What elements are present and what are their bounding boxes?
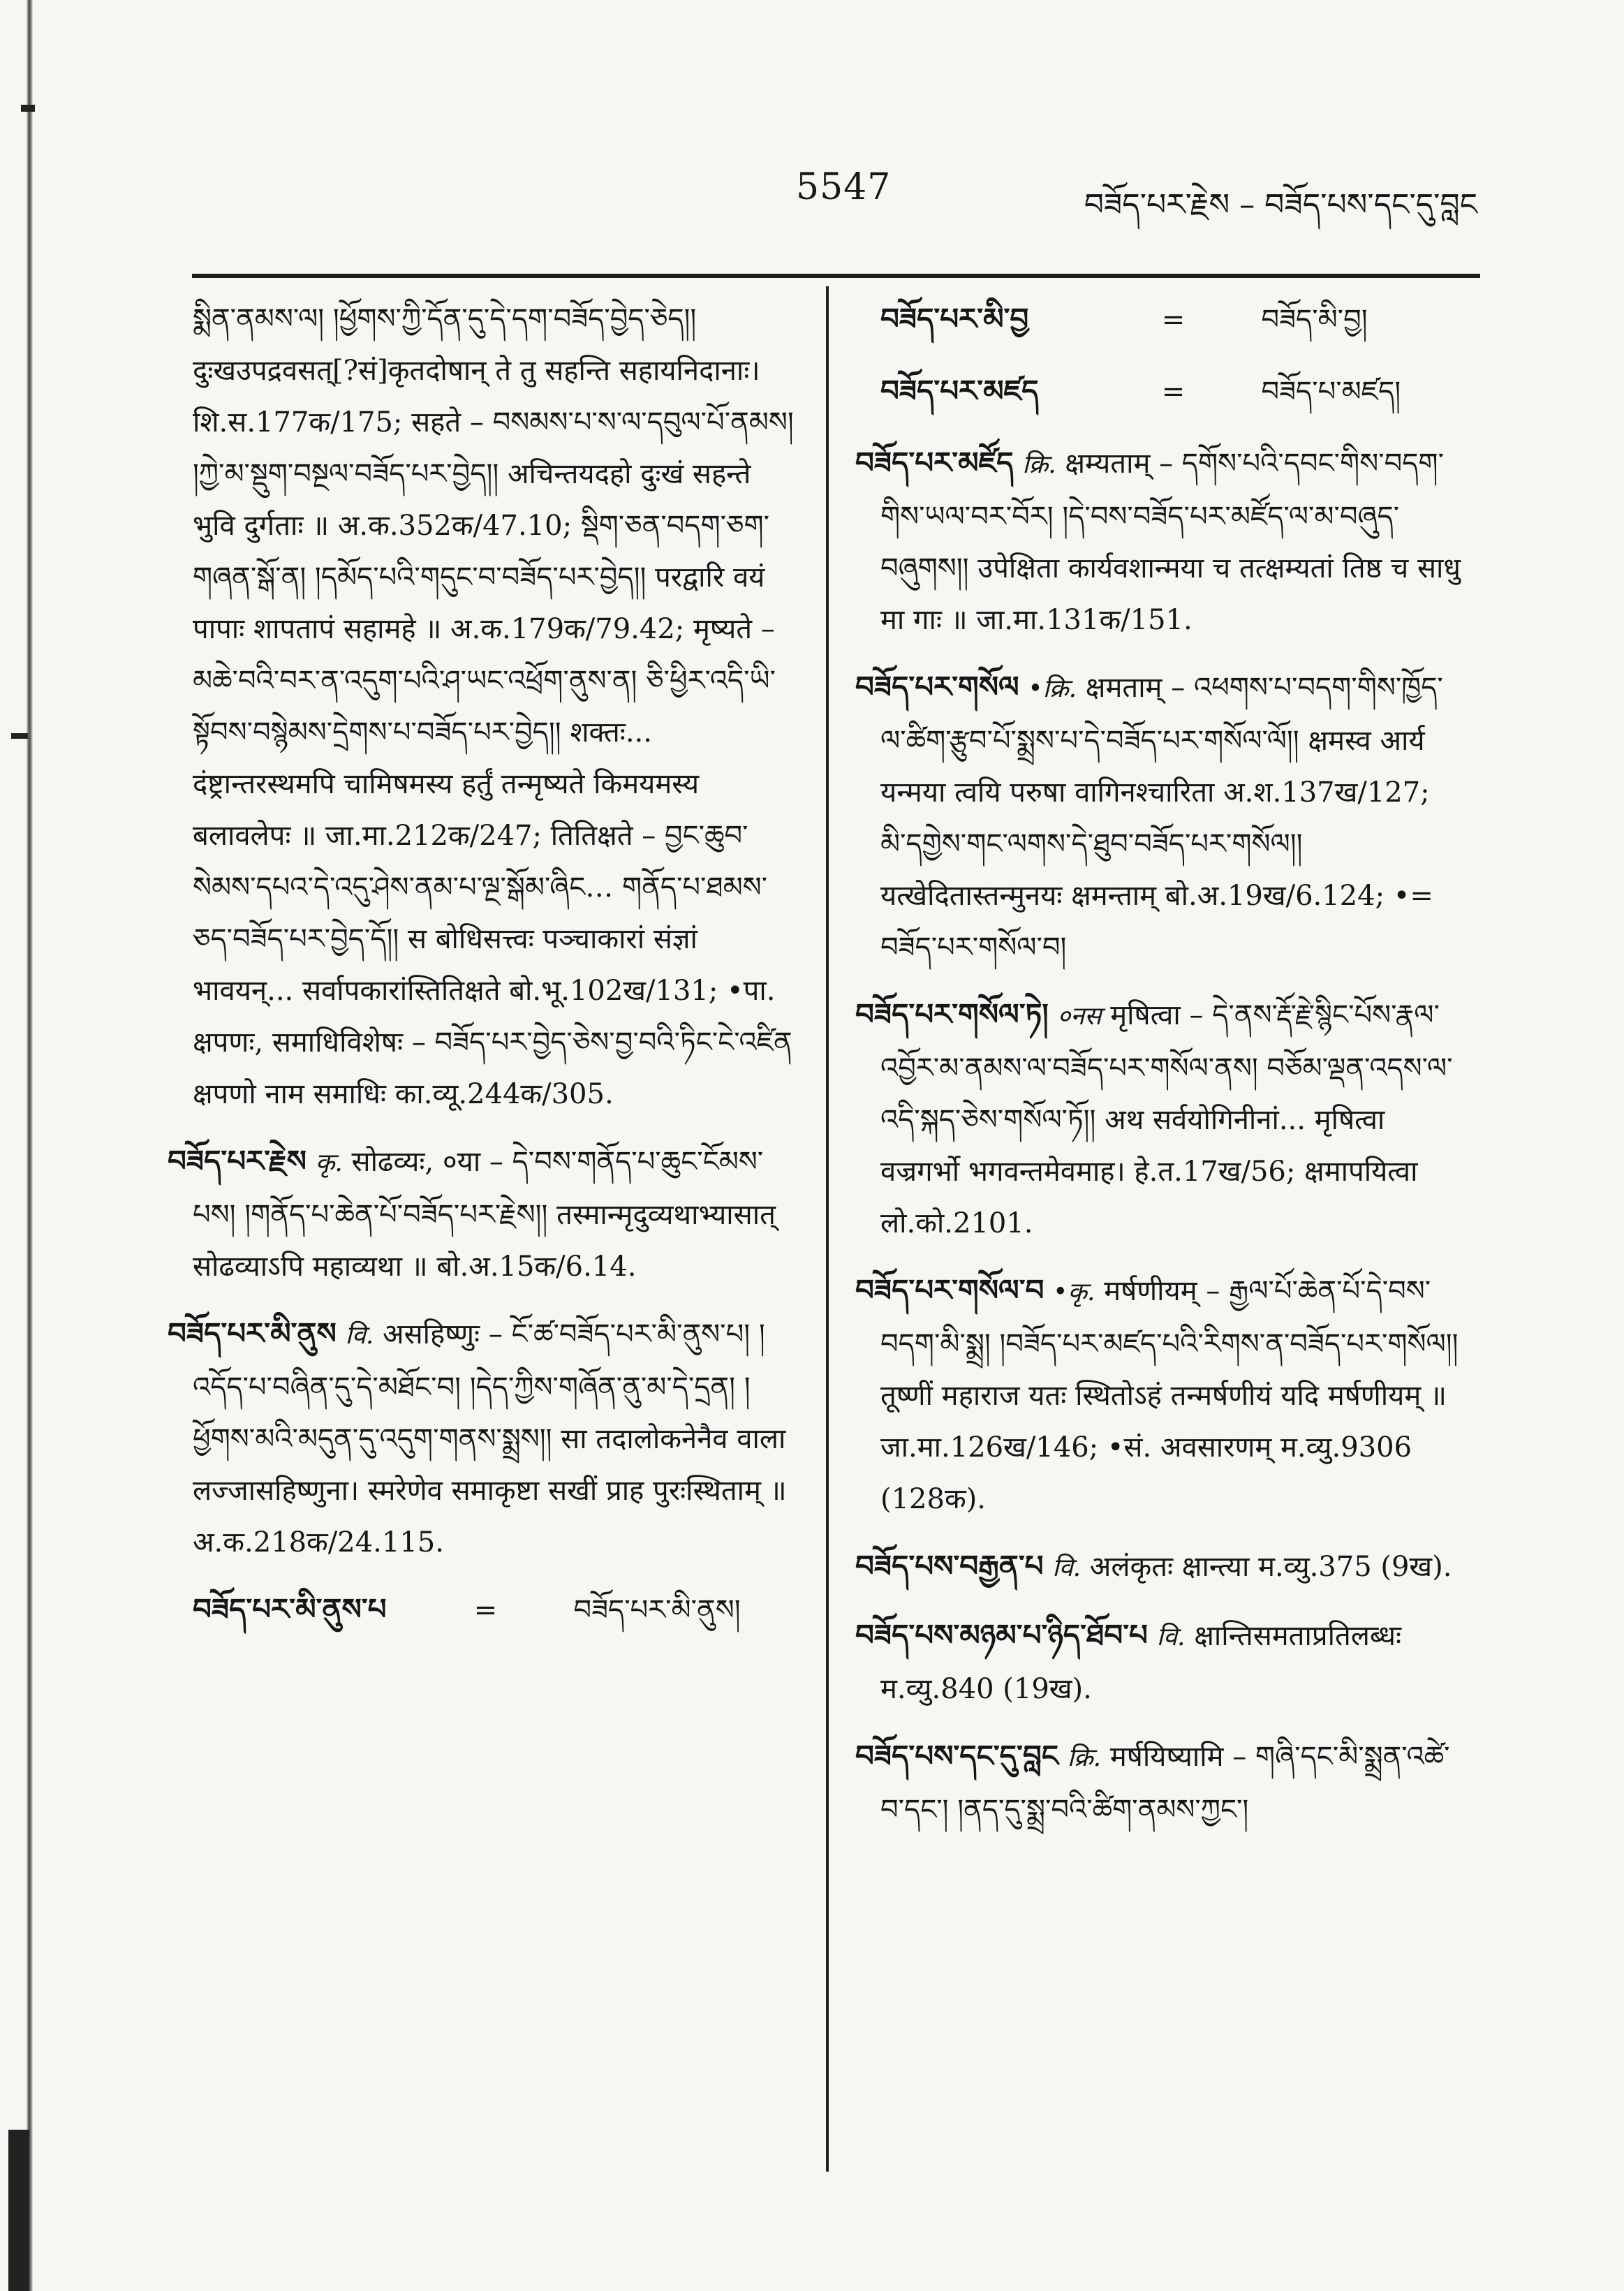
guide-words: བཟོད་པར་རྗེས – བཟོད་པས་དང་དུ་བླང <box>1084 187 1477 223</box>
grammar-label: ०नस <box>1057 1002 1102 1031</box>
equals-sign: = <box>473 1594 498 1626</box>
entry-headword: བཟོད་པར་མི་ནུས་པ <box>193 1592 387 1626</box>
dictionary-entry <box>855 1730 1463 1836</box>
entry-text: मर्षणीयम् – རྒྱལ་པོ་ཆེན་པོ་དེ་བས་བདག་མི་སྨྲ། །བཟོད་པར་མཛད་པའི་རིགས་ན་བཟོད་པར་གསོལ།། तूष्णीं महाराज यतः स्थितोऽहं तन्मर्षणीयं यदि मर्षणीयम् ॥ जा.मा.126ख/146; •सं. अवसारणम् म.व्यु.9306 (128क). <box>880 1275 1459 1515</box>
scan-artifact-mark <box>21 105 35 112</box>
cross-reference-entry <box>168 1584 796 1636</box>
entry-headword: བཟོད་པར་རྗེས <box>168 1144 307 1178</box>
grammar-label: क्रि. <box>1022 450 1056 479</box>
entry-text: मृषित्वा – དེ་ནས་རྡོ་རྗེ་སྙིང་པོས་རྣལ་འབྱོར་མ་ནམས་ལ་བཟོད་པར་གསོལ་ནས། བཅོམ་ལྡན་འདས་ལ་འདི་སྐད་ཅེས་གསོལ་ཏོ།། अथ सर्वयोगिनीनां... मृषित्वा वज्रगर्भो भगवन्तमेवमाह। हे.त.17ख/56; क्षमापयित्वा लो.को.2101. <box>880 999 1453 1239</box>
grammar-label: वि. <box>345 1321 374 1350</box>
entry-headword: བཟོད་པར་མཛོད <box>855 445 1014 480</box>
grammar-label: वि. <box>1052 1554 1082 1582</box>
dictionary-entry <box>855 1609 1463 1715</box>
entry-headword: བཟོད་པར་མི་བྱ <box>880 302 1029 336</box>
equals-sign: = <box>1161 304 1186 336</box>
dictionary-entry <box>855 989 1463 1249</box>
header-rule <box>192 274 1480 278</box>
entry-text: सोढव्यः, ०या – དེ་བས་གནོད་པ་ཆུང་ངོམས་པས། །གནོད་པ་ཆེན་པོ་བཟོད་པར་རྗེས།། तस्मान्मृदुव्यथाभ्यासात् सोढव्याऽपि महाव्यथा ॥ बो.अ.15क/6.14. <box>193 1146 776 1283</box>
dictionary-entry <box>855 1265 1463 1525</box>
entry-headword: བཟོད་པས་དང་དུ་བླང <box>855 1739 1058 1773</box>
entry-text: अलंकृतः क्षान्त्या म.व्यु.375 (9ख). <box>1089 1551 1452 1583</box>
entry-headword: བཟོད་པར་གསོལ་ཏེ། <box>855 997 1049 1031</box>
scan-artifact-mark <box>8 2130 29 2291</box>
dictionary-entry <box>168 1135 796 1292</box>
running-header <box>0 162 1624 225</box>
entry-headword: བཟོད་པས་བརྒྱན་པ <box>855 1549 1044 1583</box>
entry-text: मर्षयिष्यामि – གཞི་དང་མི་སྨྲན་འཚེ་བ་དང་། །ནད་དུ་སྨྲ་བའི་ཚིག་ནམས་ཀྱང་། <box>880 1741 1450 1826</box>
dictionary-entry <box>168 1308 796 1568</box>
scan-binding-edge <box>27 0 33 2291</box>
entry-text: असहिष्णुः – ངོ་ཚ་བཟོད་པར་མི་ནུས་པ། །འདོད་པ་བཞིན་དུ་དེ་མཐོང་བ། །དེད་ཀྱིས་གཞོན་ནུ་མ་དེ་དྲན། །ཕྱོགས་མའི་མདུན་དུ་འདུག་གནས་སྨྲས།། सा तदालोकनेनैव वाला लज्जासहिष्णुना। स्मरेणेव समाकृष्टा सखीं प्राह पुरःस्थिताम् ॥ अ.क.218क/24.115. <box>193 1318 787 1559</box>
entry-headword: བཟོད་པར་མཛད <box>880 374 1039 408</box>
grammar-label: •क्रि. <box>1028 675 1077 703</box>
grammar-label: •कृ. <box>1053 1278 1095 1306</box>
entry-text: क्षमताम् – འཕགས་པ་བདག་གིས་ཁྱོད་ལ་ཚིག་རྩུབ་པོ་སྨྲས་པ་དེ་བཟོད་པར་གསོལ་ལོ།། क्षमस्व आर्य यन्मया त्वयि परुषा वागिनश्चारिता अ.श.137ख/127; མི་དགྱེས་གང་ལགས་དེ་ཐུབ་བཟོད་པར་གསོལ།། यत्खेदितास्तन्मुनयः क्षमन्ताम् बो.अ.19ख/6.124; •= བཟོད་པར་གསོལ་བ། <box>880 672 1443 964</box>
cross-reference-entry <box>855 293 1463 346</box>
grammar-label: क्रि. <box>1067 1744 1102 1772</box>
cross-reference-target: བཟོད་པར་མི་ནུས། <box>573 1594 741 1626</box>
dictionary-entry <box>855 437 1463 646</box>
cross-reference-target: བཟོད་མི་བྱ། <box>1261 304 1368 336</box>
entry-text: क्षान्तिसमताप्रतिलब्धः म.व्यु.840 (19ख). <box>880 1620 1402 1705</box>
entry-headword: བཟོད་པར་མི་ནུས <box>168 1316 337 1350</box>
entry-text: क्षम्यताम् – དགོས་པའི་དབང་གིས་བདག་གིས་ཡལ་བར་བོར། །དེ་བས་བཟོད་པར་མཛོད་ལ་མ་བཞུད་བཞུགས།། उपेक्षिता कार्यवशान्मया च तत्क्षम्यतां तिष्ठ च साधु मा गाः ॥ जा.मा.131क/151. <box>880 448 1461 636</box>
cross-reference-target: བཟོད་པ་མཛད། <box>1261 376 1401 408</box>
entry-headword: བཟོད་པར་གསོལ་བ <box>855 1273 1044 1307</box>
left-column <box>168 293 796 1656</box>
right-column <box>855 293 1463 1851</box>
entry-continuation <box>168 293 796 1120</box>
dictionary-entry <box>855 661 1463 973</box>
grammar-label: वि. <box>1156 1623 1186 1651</box>
page-number: 5547 <box>796 166 892 208</box>
equals-sign: = <box>1161 376 1186 408</box>
entry-headword: བཟོད་པས་མཉམ་པ་ཉིད་ཐོབ་པ <box>855 1618 1148 1652</box>
column-divider <box>826 286 829 2172</box>
grammar-label: कृ. <box>315 1149 343 1177</box>
dictionary-entry <box>855 1540 1463 1594</box>
entry-headword: བཟོད་པར་གསོལ <box>855 670 1019 704</box>
entry-text: སྨིན་ནམས་ལ། །ཕྱོགས་ཀྱི་དོན་དུ་དེ་དག་བཟོད་བྱེད་ཅེད།། दुःखउपद्रवसत्[?सं]कृतदोषान् ते तु सहन्ति सहायनिदानाः। शि.स.177क/175; सहते – བསམས་པ་ས་ལ་དབུལ་པོ་ནམས། །ཀྱེ་མ་སྡུག་བསྔལ་བཟོད་པར་བྱེད།། अचिन्तयदहो दुःखं सहन्ते भुवि दुर्गताः ॥ अ.क.352क/47.10; སྡིག་ཅན་བདག་ཅག་གཞན་སྒོ་ན། །དམོད་པའི་གདུང་བ་བཟོད་པར་བྱེད།། परद्वारि वयं पापाः शापतापं सहामहे ॥ अ.क.179क/79.42; मृष्यते – མཆེ་བའི་བར་ན་འདུག་པའི་ཤ་ཡང་འཕྲོག་ནུས་ན། ཅི་ཕྱིར་འདི་ཡི་སྟོབས་བསྙེམས་དྲེགས་པ་བཟོད་པར་བྱེད།། शक्तः... दंष्ट्रान्तरस्थमपि चामिषमस्य हर्तुं तन्मृष्यते किमयमस्य बलावलेपः ॥ जा.मा.212क/247; तितिक्षते – བྱང་ཆུབ་སེམས་དཔའ་དེ་འདུ་ཤེས་ནམ་པ་ལྔ་སྒོམ་ཞིང… གནོད་པ་ཐམས་ཅད་བཟོད་པར་བྱེད་དོ།། स बोधिसत्त्वः पञ्चाकारां संज्ञां भावयन्... सर्वापकारांस्तितिक्षते बो.भू.102ख/131; •पा. क्षपणः, समाधिविशेषः – བཟོད་པར་བྱེད་ཅེས་བྱ་བའི་ཏིང་ངེ་འཛིན क्षपणो नाम समाधिः का.व्यू.244क/305. <box>193 303 794 1110</box>
scan-artifact-mark <box>11 733 28 739</box>
cross-reference-entry <box>855 365 1463 418</box>
